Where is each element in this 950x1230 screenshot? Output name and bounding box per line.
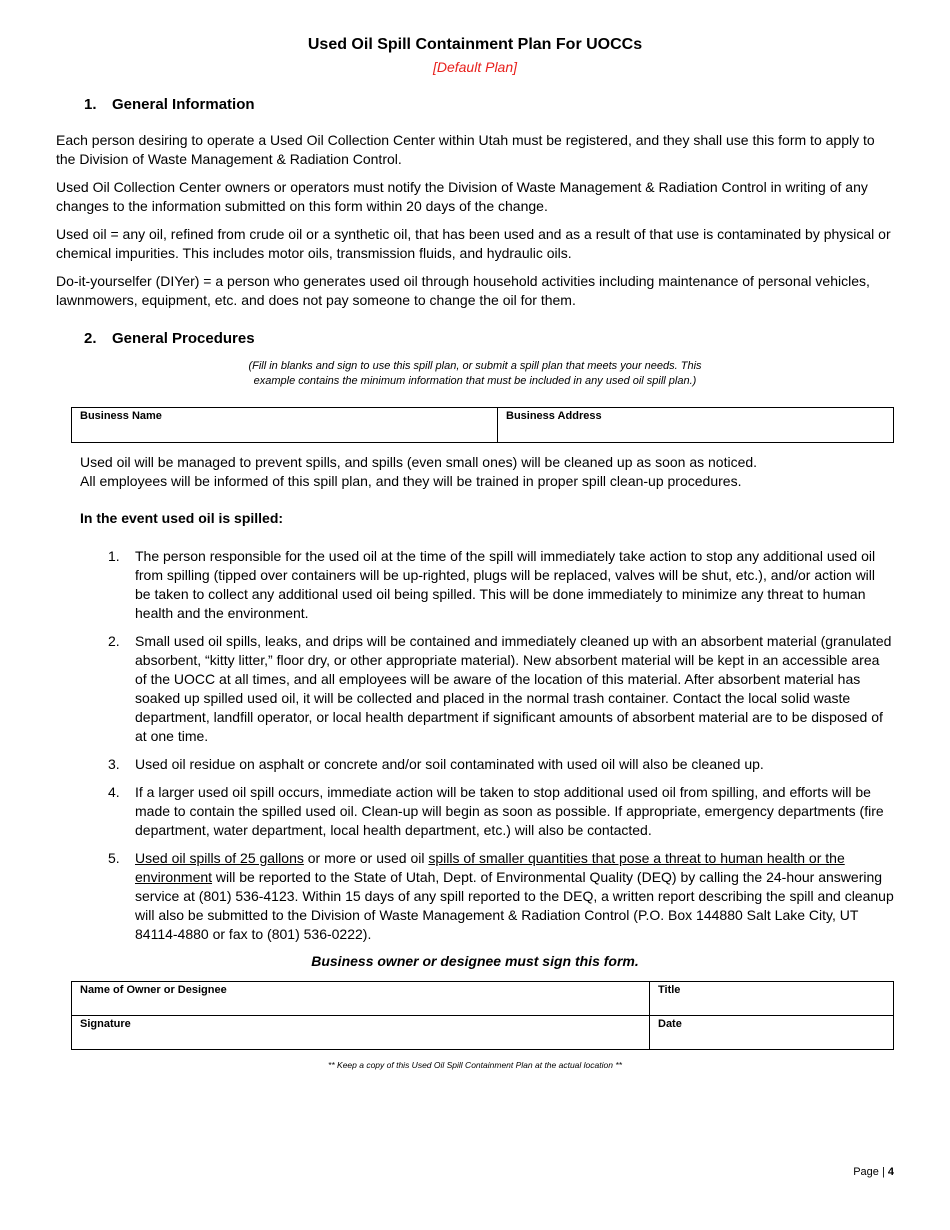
section-1-heading <box>84 96 255 113</box>
list-item <box>108 849 894 944</box>
section-2-title: General Procedures <box>112 330 255 347</box>
business-address-label: Business Address <box>506 410 602 422</box>
business-info-table <box>71 407 894 443</box>
list-item-text: Small used oil spills, leaks, and drips will be contained and immediately cleaned up with an absorbent material (granulated absorbent, “kitty litter,” floor dry, or other appropriate material). New absorbent material will be kept in an accessible area of the UOCC at all times, and all employees will be aware of the location of this material. After absorbent material has soaked up spilled used oil, it will be collected and placed in the normal trash container. Contact the local solid waste department, landfill operator, or local health department if significant amounts of absorbent material are to be disposed of at one time. <box>135 633 892 744</box>
list-item-text-segment: will be reported to the State of Utah, Dept. of Environmental Quality (DEQ) by calling the 24-hour answering service at (801) 536-4123. Within 15 days of any spill reported to the DEQ, a written report describing the spill and cleanup will also be submitted to the Division of Waste Management & Radiation Control (P.O. Box 144880 Salt Lake City, UT 84114-4880 or fax to (801) 536-0222). <box>135 869 894 942</box>
list-item-number: 1. <box>108 548 120 564</box>
list-item-text: If a larger used oil spill occurs, immediate action will be taken to stop additional used oil from spilling, and efforts will be made to contain the spilled used oil. Clean-up will begin as soon as possible. If appropriate, emergency departments (fire department, water department, local health department, etc.) will also be contacted. <box>135 784 884 838</box>
section-2-number: 2. <box>84 330 97 347</box>
title-label: Title <box>658 984 681 996</box>
list-item-number: 3. <box>108 756 120 772</box>
paragraph-used-oil-definition: Used oil = any oil, refined from crude oil or a synthetic oil, that has been used and as a result of that use is contaminated by physical or chemical impurities. This includes motor oils, transmission fluids, and hydraulic oils. <box>56 226 891 261</box>
date-label: Date <box>658 1018 682 1030</box>
reportable-spill-threshold: Used oil spills of 25 gallons <box>135 850 304 866</box>
date-field[interactable] <box>650 1016 894 1050</box>
business-name-field[interactable] <box>72 408 498 443</box>
signature-field[interactable] <box>72 1016 650 1050</box>
list-item-number: 4. <box>108 784 120 800</box>
list-item-number: 2. <box>108 633 120 649</box>
list-item <box>108 755 894 774</box>
list-item <box>108 547 894 623</box>
signature-table <box>71 981 894 1050</box>
intro-line-managed: Used oil will be managed to prevent spills, and spills (even small ones) will be cleaned up as soon as noticed. <box>80 454 758 470</box>
list-item <box>108 632 894 746</box>
list-item-text <box>135 849 894 944</box>
list-item-text-segment: or more or used oil <box>303 850 429 866</box>
page-footer <box>853 1166 894 1178</box>
page-number: 4 <box>887 1166 894 1178</box>
intro-line-employees: All employees will be informed of this spill plan, and they will be trained in proper spill clean-up procedures. <box>80 473 742 489</box>
owner-name-field[interactable] <box>72 982 650 1016</box>
signature-label: Signature <box>80 1018 131 1030</box>
section-2-heading <box>84 330 255 347</box>
fill-in-note: (Fill in blanks and sign to use this spill plan, or submit a spill plan that meets your needs. This example contains the minimum information that must be included in any used oil spill plan.) <box>248 360 702 387</box>
section-1-title: General Information <box>112 96 255 113</box>
paragraph-registration: Each person desiring to operate a Used Oil Collection Center within Utah must be registered, and they shall use this form to apply to the Division of Waste Management & Radiation Control. <box>56 132 875 167</box>
business-address-field[interactable] <box>498 408 894 443</box>
reportable-threat-condition: spills of smaller quantities that pose a threat to human health or the environment <box>135 850 845 885</box>
list-item-text: The person responsible for the used oil at the time of the spill will immediately take action to stop any additional used oil from spilling (tipped over containers will be up-righted, plugs will be replaced, valves will be shut, etc.), and/or action will be taken to collect any additional used oil being spilled. This will be done immediately to minimize any threat to human health and the environment. <box>135 548 876 621</box>
keep-copy-note: ** Keep a copy of this Used Oil Spill Containment Plan at the actual location ** <box>328 1060 622 1070</box>
owner-name-label: Name of Owner or Designee <box>80 984 227 996</box>
paragraph-diyer-definition: Do-it-yourselfer (DIYer) = a person who generates used oil through household activities including maintenance of personal vehicles, lawnmowers, equipment, etc. and does not pay someone to change the oil for them. <box>56 273 870 308</box>
page-label: Page | <box>853 1166 885 1178</box>
document-title: Used Oil Spill Containment Plan For UOCCs <box>307 36 643 53</box>
business-name-label: Business Name <box>80 410 162 422</box>
sign-notice: Business owner or designee must sign this form. <box>311 953 639 969</box>
section-1-number: 1. <box>84 96 97 113</box>
event-heading: In the event used oil is spilled: <box>80 510 284 526</box>
list-item-number: 5. <box>108 850 120 866</box>
list-item <box>108 783 894 840</box>
list-item-text: Used oil residue on asphalt or concrete and/or soil contaminated with used oil will also be cleaned up. <box>135 756 764 772</box>
title-field[interactable] <box>650 982 894 1016</box>
paragraph-notification: Used Oil Collection Center owners or operators must notify the Division of Waste Management & Radiation Control in writing of any changes to the information submitted on this form within 20 days of the change. <box>56 179 868 214</box>
document-subtitle: [Default Plan] <box>432 59 518 75</box>
